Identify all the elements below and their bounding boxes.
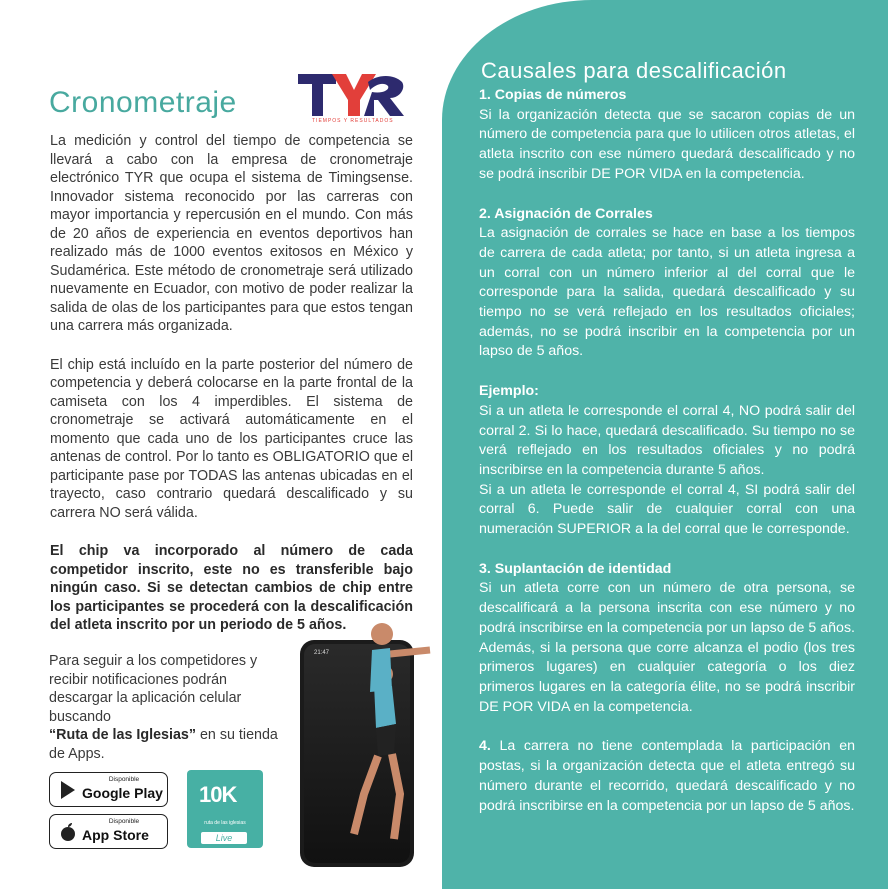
app-name: “Ruta de las Iglesias” xyxy=(49,727,196,743)
follow-text-pre: Para seguir a los competidores y recibir notificaciones podrán descargar la aplicación celular buscando xyxy=(49,653,258,725)
disqualification-title: Causales para descalificación xyxy=(481,58,787,83)
section-2-heading: 2. Asignación de Corrales xyxy=(479,205,653,222)
follow-text-post: en su tienda de Apps. xyxy=(49,727,278,762)
example-text-1: Si a un atleta le corresponde el corral 4, NO podrá salir del corral 2. Si lo hace, quedará descalificado. Su tiempo no se verá reflejado en los resultados oficiales y no podrá inscribirse en la competencia durante 5 años. xyxy=(479,402,855,478)
race-app-subtitle: ruta de las iglesias xyxy=(204,820,246,826)
app-store-small: Disponible xyxy=(108,818,140,825)
apple-icon xyxy=(58,822,78,842)
google-play-label: Google Play xyxy=(82,785,163,801)
follow-text xyxy=(49,652,294,763)
section-4-number: 4. xyxy=(479,738,491,755)
disqualification-body xyxy=(479,86,855,816)
timing-paragraph-2: El chip está incluído en la parte posterior del número de competencia y deberá colocarse en la parte frontal de la camiseta con los 4 imperdibles. El sistema de cronometraje se activará automáticamente en el momento que cada uno de los participantes cruce las antenas de control. Por lo tanto es OBLIGATORIO que el participante pase por TODAS las antenas ubicadas en el trayecto, caso contrario quedará descalificado y su carrera NO será válida. xyxy=(50,356,413,521)
example-text-2: Si a un atleta le corresponde el corral 4, SI podrá salir del corral 6. Puede salir de cualquier corral con una numeración SUPERIOR a la del corral que le corresponde. xyxy=(479,481,855,538)
google-play-button[interactable] xyxy=(49,772,168,807)
section-4-text xyxy=(479,737,855,816)
runner-arm xyxy=(350,620,440,710)
section-1-text: Si la organización detecta que se sacaron copias de un número de competencia para que lo utilicen otros atletas, el atleta inscrito con ese número quedará descalificado y no se podrá inscribir DE POR VIDA en la competencia. xyxy=(479,106,855,182)
section-2-text: La asignación de corrales se hace en base a los tiempos de carrera de cada atleta; por tanto, si un atleta ingresa a un corral con un número inferior al del corral que le corresponde para la salida, quedará descalificado y su tiempo no se verá reflejado en los resultados oficiales; además, no se podrá inscribir en la competencia por un lapso de 5 años. xyxy=(479,225,855,360)
app-store-button[interactable] xyxy=(49,814,168,849)
race-app-tile[interactable] xyxy=(187,770,263,848)
example-heading: Ejemplo: xyxy=(479,383,539,400)
race-app-live: Live xyxy=(201,832,247,844)
app-store-label: App Store xyxy=(82,827,149,843)
section-4-body: La carrera no tiene contemplada la participación en postas, si la organización detecta que el atleta entregó su número durante el recorrido, quedará descalificado y no podrá inscribirse en la competencia por un lapso de 5 años. xyxy=(479,738,855,814)
timing-body xyxy=(50,132,413,635)
google-play-icon xyxy=(58,780,78,800)
timing-paragraph-1: La medición y control del tiempo de competencia se llevará a cabo con la empresa de cronometraje electrónico TYR que ocupa el sistema de Timingsense. Innovador sistema reconocido por las carreras con mayor importancia y repercusión en el mundo. Con más de 20 años de experiencia en eventos deportivos han realizado más de 1000 eventos exitosos en México y Sudamérica. Este método de cronometraje será utilizado nuevamente en Ecuador, con motivo de poder realizar la salida de olas de los participantes para que estos tengan una carrera más organizada. xyxy=(50,133,413,334)
google-play-small: Disponible xyxy=(108,776,140,783)
race-app-10k: 10K xyxy=(199,782,237,807)
timing-paragraph-3: El chip va incorporado al número de cada competidor inscrito, este no es transferible bajo ningún caso. Si se detectan cambios de chip entre los participantes se procederá con la descalificación del atleta inscrito por un periodo de 5 años. xyxy=(50,543,413,633)
section-1-heading: 1. Copias de números xyxy=(479,87,627,103)
section-3-heading: 3. Suplantación de identidad xyxy=(479,560,672,577)
section-3-text: Si un atleta corre con un número de otra persona, se descalificará a la persona inscrita con ese número y no podrá inscribirse en la competencia por un lapso de 5 años. Además, si la persona que corre alcanza el podio (los tres primeros lugares) en cualquier categoría o los diez primeros lugares en la categoría élite, no se podrá inscribir DE POR VIDA en la competencia. xyxy=(479,580,855,715)
timing-title: Cronometraje xyxy=(49,86,237,119)
tyr-tagline: TIEMPOS Y RESULTADOS xyxy=(312,118,394,124)
phone-time: 21:47 xyxy=(314,650,330,656)
